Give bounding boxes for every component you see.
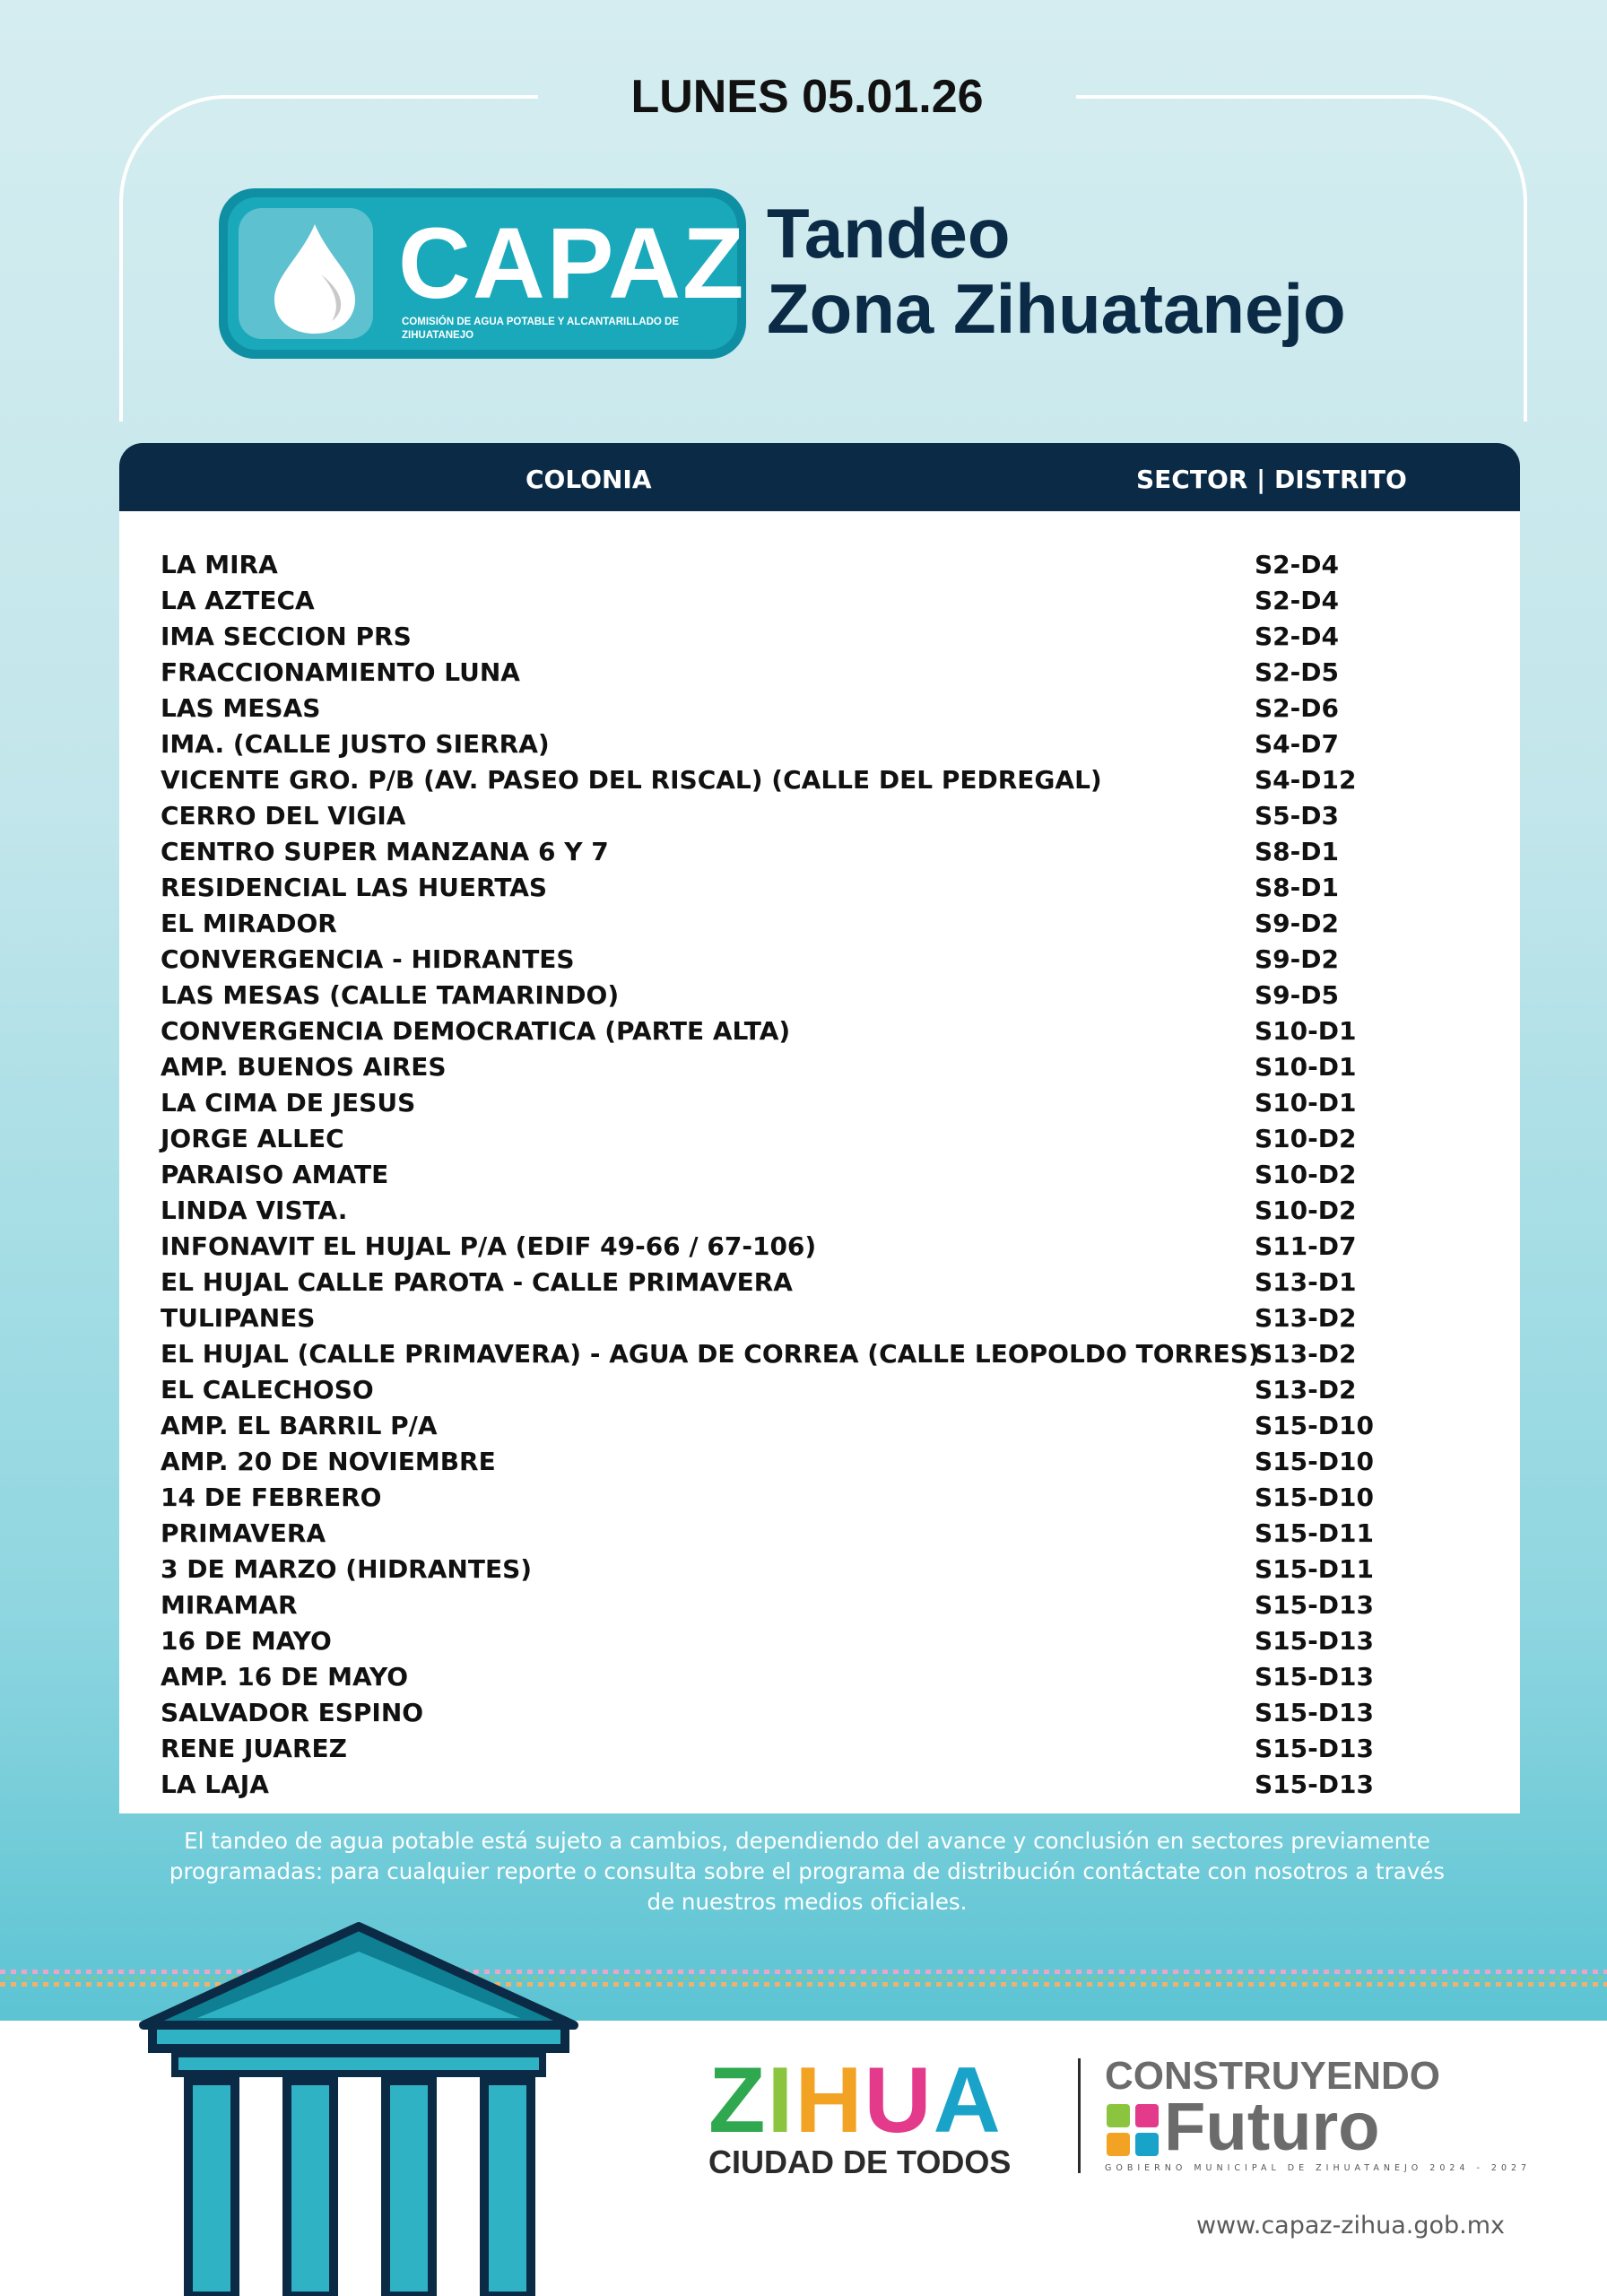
sector-cell: S13-D2 (1255, 1339, 1357, 1369)
table-row (161, 1300, 1479, 1336)
table-row (161, 619, 1479, 655)
sector-cell: S2-D4 (1255, 622, 1339, 651)
logo-divider (1078, 2058, 1081, 2173)
sector-cell: S13-D2 (1255, 1375, 1357, 1405)
colonia-cell: 16 DE MAYO (161, 1626, 332, 1656)
table-row (161, 1265, 1479, 1300)
zihua-letter: H (795, 2048, 864, 2152)
colonia-cell: FRACCIONAMIENTO LUNA (161, 657, 520, 687)
table-row (161, 1552, 1479, 1587)
website-link[interactable]: www.capaz-zihua.gob.mx (1195, 2212, 1505, 2239)
sector-cell: S15-D11 (1255, 1518, 1374, 1548)
table-row (161, 798, 1479, 834)
capaz-logo (219, 188, 746, 359)
table-row (161, 726, 1479, 762)
colonia-cell: IMA SECCION PRS (161, 622, 412, 651)
sector-cell: S9-D2 (1255, 909, 1339, 938)
schedule-table (119, 511, 1520, 1813)
column-header-colonia: COLONIA (526, 465, 652, 494)
table-row (161, 1157, 1479, 1193)
colonia-cell: LAS MESAS (CALLE TAMARINDO) (161, 980, 620, 1010)
table-row (161, 1229, 1479, 1265)
sector-cell: S2-D5 (1255, 657, 1339, 687)
table-row (161, 1013, 1479, 1049)
sector-cell: S10-D2 (1255, 1160, 1357, 1189)
sector-cell: S8-D1 (1255, 873, 1339, 902)
table-row (161, 1085, 1479, 1121)
colonia-cell: IMA. (CALLE JUSTO SIERRA) (161, 729, 550, 759)
colonia-cell: RESIDENCIAL LAS HUERTAS (161, 873, 548, 902)
colonia-cell: VICENTE GRO. P/B (AV. PASEO DEL RISCAL) (CALLE DEL PEDREGAL) (161, 765, 1102, 795)
colonia-cell: PRIMAVERA (161, 1518, 326, 1548)
colonia-cell: INFONAVIT EL HUJAL P/A (EDIF 49-66 / 67-106) (161, 1231, 817, 1261)
table-row (161, 834, 1479, 870)
colonia-cell: CONVERGENCIA - HIDRANTES (161, 944, 575, 974)
sector-cell: S10-D2 (1255, 1124, 1357, 1153)
colonia-cell: JORGE ALLEC (161, 1124, 344, 1153)
table-row (161, 942, 1479, 978)
sector-cell: S15-D13 (1255, 1590, 1374, 1620)
title-line-1: Tandeo (767, 194, 1011, 273)
colonia-cell: 14 DE FEBRERO (161, 1483, 382, 1512)
colonia-cell: TULIPANES (161, 1303, 316, 1333)
sector-cell: S4-D7 (1255, 729, 1339, 759)
table-row (161, 1049, 1479, 1085)
zihua-letter: I (767, 2048, 795, 2152)
page-title (767, 196, 1346, 346)
building-icon (126, 1919, 592, 2296)
sector-cell: S10-D1 (1255, 1052, 1357, 1082)
colonia-cell: LA MIRA (161, 550, 278, 579)
table-row (161, 1408, 1479, 1444)
table-row (161, 1767, 1479, 1803)
colonia-cell: LAS MESAS (161, 693, 321, 723)
colonia-cell: RENE JUAREZ (161, 1734, 347, 1763)
colonia-cell: AMP. EL BARRIL P/A (161, 1411, 438, 1440)
title-line-2: Zona Zihuatanejo (767, 269, 1346, 348)
table-row (161, 1121, 1479, 1157)
table-row (161, 1444, 1479, 1480)
colonia-cell: LA CIMA DE JESUS (161, 1088, 416, 1118)
sector-cell: S15-D10 (1255, 1483, 1374, 1512)
sector-cell: S9-D2 (1255, 944, 1339, 974)
colonia-cell: CENTRO SUPER MANZANA 6 Y 7 (161, 837, 609, 866)
sector-cell: S15-D13 (1255, 1734, 1374, 1763)
sector-cell: S9-D5 (1255, 980, 1339, 1010)
table-row (161, 870, 1479, 906)
table-row (161, 547, 1479, 583)
table-row (161, 1623, 1479, 1659)
table-row (161, 691, 1479, 726)
sector-cell: S2-D4 (1255, 586, 1339, 615)
cf-heading: CONSTRUYENDO (1105, 2054, 1441, 2098)
sector-cell: S4-D12 (1255, 765, 1357, 795)
sector-cell: S13-D2 (1255, 1303, 1357, 1333)
colonia-cell: LA LAJA (161, 1770, 269, 1799)
colonia-cell: EL HUJAL (CALLE PRIMAVERA) - AGUA DE CORREA (CALLE LEOPOLDO TORRES) (161, 1339, 1260, 1369)
sector-cell: S10-D1 (1255, 1016, 1357, 1046)
colonia-cell: PARAISO AMATE (161, 1160, 389, 1189)
table-row (161, 906, 1479, 942)
zihua-letter: U (864, 2048, 934, 2152)
sector-cell: S2-D6 (1255, 693, 1339, 723)
zihua-letter: Z (708, 2048, 768, 2152)
sector-cell: S15-D11 (1255, 1554, 1374, 1584)
sector-cell: S15-D10 (1255, 1411, 1374, 1440)
sector-cell: S15-D13 (1255, 1770, 1374, 1799)
table-row (161, 1480, 1479, 1516)
colonia-cell: SALVADOR ESPINO (161, 1698, 424, 1727)
table-row (161, 762, 1479, 798)
cf-wordmark: Futuro (1164, 2089, 1380, 2165)
table-row (161, 1659, 1479, 1695)
table-row (161, 1336, 1479, 1372)
colonia-cell: LA AZTECA (161, 586, 315, 615)
construyendo-futuro-logo (1105, 2054, 1532, 2188)
sector-cell: S2-D4 (1255, 550, 1339, 579)
zihua-tagline: CIUDAD DE TODOS (708, 2144, 1012, 2180)
logo-name: CAPAZ (398, 207, 746, 319)
sector-cell: S15-D13 (1255, 1698, 1374, 1727)
sector-cell: S10-D1 (1255, 1088, 1357, 1118)
column-header-sector: SECTOR | DISTRITO (1136, 465, 1407, 494)
table-row (161, 583, 1479, 619)
colonia-cell: CERRO DEL VIGIA (161, 801, 406, 831)
cf-subtitle: GOBIERNO MUNICIPAL DE ZIHUATANEJO 2024 - 2027 (1105, 2163, 1532, 2173)
colonia-cell: 3 DE MARZO (HIDRANTES) (161, 1554, 533, 1584)
zihua-wordmark (708, 2048, 1003, 2152)
colored-squares-icon (1105, 2102, 1160, 2158)
sector-cell: S8-D1 (1255, 837, 1339, 866)
table-row (161, 1731, 1479, 1767)
sector-cell: S13-D1 (1255, 1267, 1357, 1297)
table-header (119, 443, 1520, 511)
table-row (161, 1193, 1479, 1229)
colonia-cell: AMP. BUENOS AIRES (161, 1052, 447, 1082)
colonia-cell: CONVERGENCIA DEMOCRATICA (PARTE ALTA) (161, 1016, 791, 1046)
colonia-cell: AMP. 20 DE NOVIEMBRE (161, 1447, 496, 1476)
colonia-cell: EL MIRADOR (161, 909, 337, 938)
sector-cell: S15-D10 (1255, 1447, 1374, 1476)
logo-subtitle: COMISIÓN DE AGUA POTABLE Y ALCANTARILLADO DE ZIHUATANEJO (402, 317, 680, 341)
sector-cell: S5-D3 (1255, 801, 1339, 831)
table-row (161, 1587, 1479, 1623)
colonia-cell: EL HUJAL CALLE PAROTA - CALLE PRIMAVERA (161, 1267, 793, 1297)
table-row (161, 1695, 1479, 1731)
colonia-cell: AMP. 16 DE MAYO (161, 1662, 409, 1692)
table-row (161, 978, 1479, 1013)
colonia-cell: LINDA VISTA. (161, 1196, 348, 1225)
disclaimer-note: El tandeo de agua potable está sujeto a cambios, dependiendo del avance y conclusión en sectores previamente programadas: para cualquier reporte o consulta sobre el programa de distribución contáctate con nosotros a través de nuestros medios oficiales. (169, 1828, 1446, 1915)
sector-cell: S15-D13 (1255, 1662, 1374, 1692)
table-rows (161, 547, 1479, 1803)
sector-cell: S15-D13 (1255, 1626, 1374, 1656)
colonia-cell: MIRAMAR (161, 1590, 298, 1620)
table-row (161, 1516, 1479, 1552)
zihua-letter: A (933, 2048, 1003, 2152)
sector-cell: S11-D7 (1255, 1231, 1357, 1261)
sector-cell: S10-D2 (1255, 1196, 1357, 1225)
water-drop-icon (265, 221, 364, 337)
zihua-logo (708, 2048, 1049, 2180)
table-row (161, 1372, 1479, 1408)
colonia-cell: EL CALECHOSO (161, 1375, 374, 1405)
table-row (161, 655, 1479, 691)
schedule-date: LUNES 05.01.26 (630, 71, 984, 123)
